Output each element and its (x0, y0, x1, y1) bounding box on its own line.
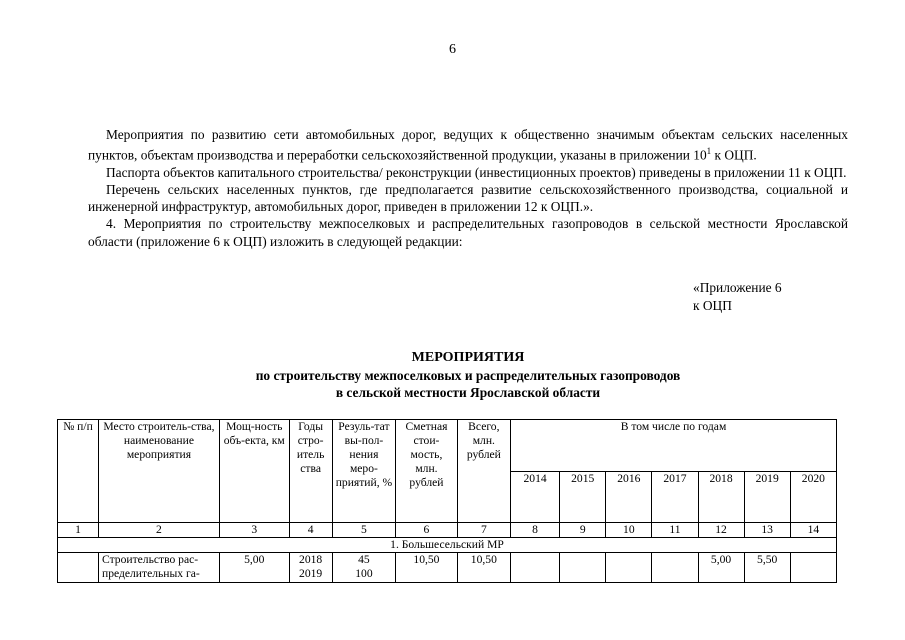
title-line-3: в сельской местности Ярославской области (335, 385, 601, 400)
appendix-reference (693, 279, 782, 315)
col-number: 12 (698, 523, 744, 538)
cell-capacity: 5,00 (219, 553, 289, 583)
header-total: Всего, млн. рублей (457, 420, 510, 523)
header-row-1 (58, 420, 837, 472)
paragraph-3: Перечень сельских населенных пунктов, где предполагается развитие сельскохозяйственного производства, социальной и инженерной инфраструктур, автомобильных дорог, приведен в приложении 12 к ОЦП.». (88, 182, 848, 215)
paragraph-1-superscript: 1 (706, 146, 712, 157)
cell-years: 2018 2019 (289, 553, 332, 583)
paragraph-2: Паспорта объектов капитального строительства/ реконструкции (инвестиционных проектов) приведены в приложении 11 к ОЦП. (106, 164, 847, 180)
cell-2014 (510, 553, 559, 583)
col-number: 11 (652, 523, 698, 538)
appendix-line-1: «Приложение 6 (693, 280, 782, 295)
cell-2018: 5,00 (698, 553, 744, 583)
table-row (58, 553, 837, 583)
col-number: 7 (457, 523, 510, 538)
header-year-2017: 2017 (652, 471, 698, 523)
col-number: 8 (510, 523, 559, 538)
page-number: 6 (449, 42, 456, 57)
header-place: Место строитель-ства, наименование мероприятия (98, 420, 219, 523)
col-number: 13 (744, 523, 790, 538)
col-number: 1 (58, 523, 99, 538)
paragraph-1-tail: к ОЦП. (711, 147, 757, 163)
header-year-2019: 2019 (744, 471, 790, 523)
col-number: 6 (396, 523, 457, 538)
col-number: 5 (332, 523, 396, 538)
header-capacity: Мощ-ность объ-екта, км (219, 420, 289, 523)
cell-cost: 10,50 (396, 553, 457, 583)
cell-2015 (560, 553, 606, 583)
header-year-2016: 2016 (606, 471, 652, 523)
col-number: 9 (560, 523, 606, 538)
col-number: 14 (790, 523, 836, 538)
header-year-2015: 2015 (560, 471, 606, 523)
cell-2016 (606, 553, 652, 583)
paragraph-1-text: Мероприятия по развитию сети автомобильных дорог, ведущих к общественно значимым объектам сельских населенных пунктов, объектам производства и переработки сельскохозяйственной продукции, указаны в приложении 10 (88, 127, 848, 163)
header-num: № п/п (58, 420, 99, 523)
cell-place: Строительство рас-пределительных га- (98, 553, 219, 583)
measures-table (57, 419, 837, 583)
header-by-years: В том числе по годам (510, 420, 836, 472)
body-text (88, 126, 848, 250)
cell-2017 (652, 553, 698, 583)
appendix-line-2: к ОЦП (693, 298, 732, 313)
table-title (88, 348, 848, 401)
paragraph-4: 4. Мероприятия по строительству межпоселковых и распределительных газопроводов в сельской местности Ярославской области (приложение 6 к ОЦП) изложить в следующей редакции: (88, 216, 848, 249)
header-cost: Сметная стои-мость, млн. рублей (396, 420, 457, 523)
col-number: 4 (289, 523, 332, 538)
col-number: 3 (219, 523, 289, 538)
title-line-2: по строительству межпоселковых и распределительных газопроводов (255, 368, 681, 383)
title-main: МЕРОПРИЯТИЯ (411, 350, 525, 365)
section-row (58, 538, 837, 553)
cell-result: 45 100 (332, 553, 396, 583)
cell-2020 (790, 553, 836, 583)
header-year-2018: 2018 (698, 471, 744, 523)
cell-2019: 5,50 (744, 553, 790, 583)
section-label: 1. Большесельский МР (58, 538, 837, 553)
header-year-2014: 2014 (510, 471, 559, 523)
paragraph-1 (88, 126, 848, 164)
column-number-row (58, 523, 837, 538)
col-number: 2 (98, 523, 219, 538)
header-result: Резуль-тат вы-пол-нения меро-приятий, % (332, 420, 396, 523)
cell-total: 10,50 (457, 553, 510, 583)
header-year-2020: 2020 (790, 471, 836, 523)
col-number: 10 (606, 523, 652, 538)
header-years: Годы стро-итель ства (289, 420, 332, 523)
cell-num (58, 553, 99, 583)
